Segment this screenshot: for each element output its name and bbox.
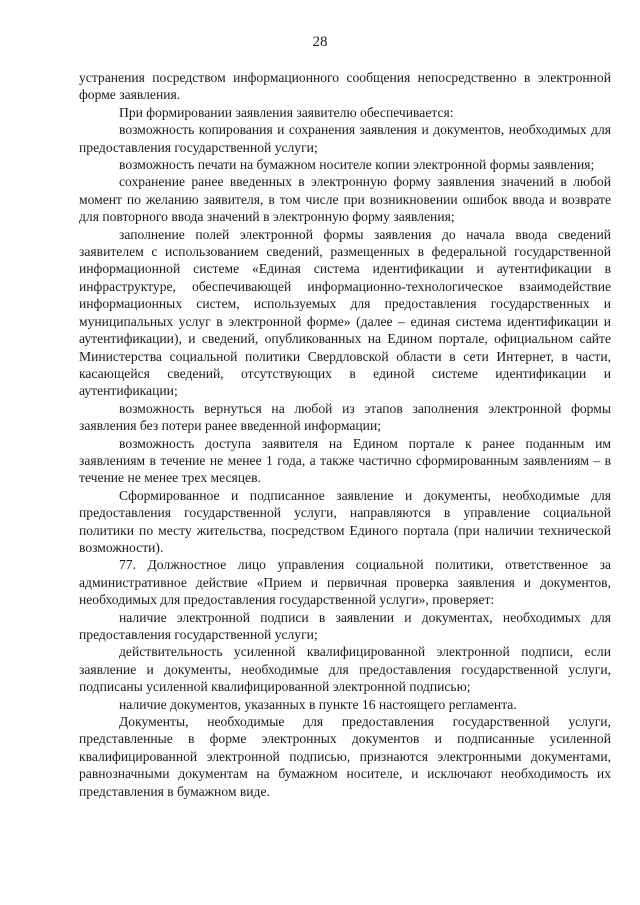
paragraph-clause-77: 77. Должностное лицо управления социальной политики, ответственное за административное действие «Прием и первичная проверка заявления и документов, необходимых для предоставления государственной услуги», проверяет:: [79, 557, 611, 608]
paragraph-item-return: возможность вернуться на любой из этапов заполнения электронной формы заявления без потери ранее введенной информации;: [79, 400, 611, 434]
paragraph-item-copy: возможность копирования и сохранения заявления и документов, необходимых для предоставления государственной услуги;: [79, 122, 611, 155]
paragraph-intro: При формировании заявления заявителю обеспечивается:: [119, 104, 454, 120]
page-number: 28: [312, 34, 328, 50]
paragraph-check-signature: наличие электронной подписи в заявлении и документах, необходимых для предоставления государственной услуги;: [79, 609, 611, 642]
paragraph-check-documents: наличие документов, указанных в пункте 16 настоящего регламента.: [119, 696, 517, 712]
paragraph-continuation: устранения посредством информационного сообщения непосредственно в электронной форме заявления.: [79, 70, 611, 103]
paragraph-item-save: сохранение ранее введенных в электронную форму заявления значений в любой момент по желанию заявителя, в том числе при возникновении ошибок ввода и возврате для повторного ввода значений в электронную форму заявления;: [79, 174, 611, 225]
paragraph-item-access: возможность доступа заявителя на Едином портале к ранее поданным им заявлениям в течение не менее 1 года, а также частично сформированным заявлениям – в течение не менее трех месяцев.: [79, 435, 611, 486]
paragraph-item-print: возможность печати на бумажном носителе копии электронной формы заявления;: [119, 157, 595, 173]
paragraph-equivalence: Документы, необходимые для предоставления государственной услуги, представленные в форме электронных документов и подписанные усиленной квалифицированной электронной подписью, признаются электронными документами, равнозначными документам на бумажном носителе, и исключают необходимость их представления в бумажном виде.: [79, 714, 611, 799]
paragraph-submission: Сформированное и подписанное заявление и документы, необходимые для предоставления государственной услуги, направляются в управление социальной политики по месту жительства, посредством Единого портала (при наличии технической возможности).: [79, 487, 611, 555]
paragraph-item-autofill: заполнение полей электронной формы заявления до начала ввода сведений заявителем с использованием сведений, размещенных в федеральной государственной информационной системе «Единая система идентификации и аутентификации в инфраструктуре, обеспечивающей информационно-технологическое взаимодействие информационных систем, используемых для предоставления государственных и муниципальных услуг в электронной форме» (далее – единая система идентификации и аутентификации), и сведений, опубликованных на Едином портале, официальном сайте Министерства социальной политики Свердловской области в сети Интернет, в части, касающейся сведений, отсутствующих в единой системе идентификации и аутентификации;: [79, 226, 611, 399]
paragraph-check-validity: действительность усиленной квалифицированной электронной подписи, если заявление и документы, необходимые для предоставления государственной услуги, подписаны усиленной квалифицированной электронной подписью;: [79, 644, 611, 695]
document-body: [79, 69, 611, 800]
